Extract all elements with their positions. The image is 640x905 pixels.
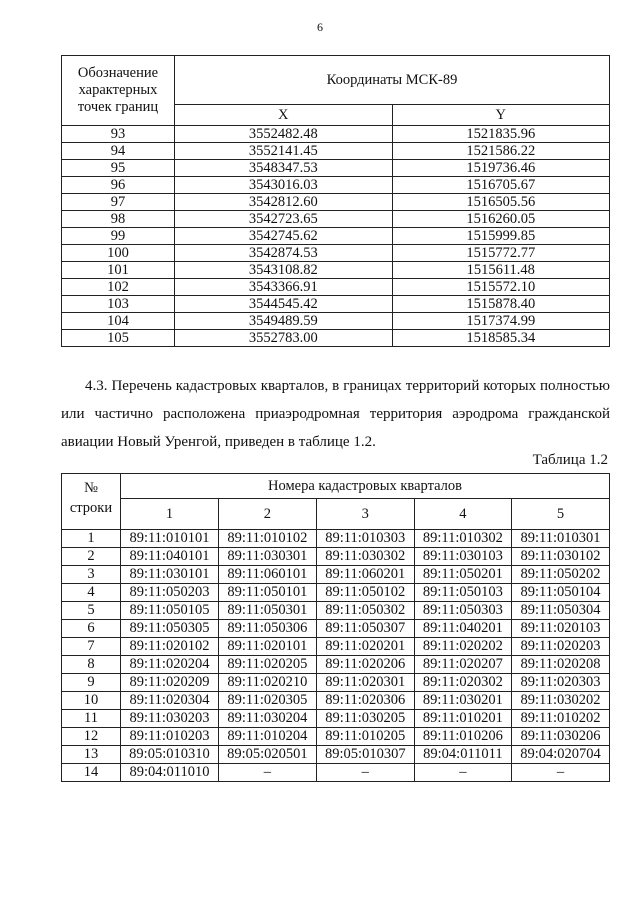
row-number-cell: 1 bbox=[62, 530, 121, 548]
y-cell: 1515878.40 bbox=[392, 296, 610, 313]
quarter-cell: 89:11:040101 bbox=[121, 548, 219, 566]
x-cell: 3544545.42 bbox=[175, 296, 393, 313]
quarter-cell: 89:11:030301 bbox=[218, 548, 316, 566]
row-number-cell: 3 bbox=[62, 566, 121, 584]
coords-col-x: X bbox=[175, 105, 393, 126]
quarter-cell: 89:05:010310 bbox=[121, 746, 219, 764]
kv-row bbox=[62, 548, 610, 566]
quarter-cell: 89:11:040201 bbox=[414, 620, 511, 638]
quarter-cell: 89:11:060201 bbox=[316, 566, 414, 584]
point-cell: 105 bbox=[62, 330, 175, 347]
y-cell: 1515572.10 bbox=[392, 279, 610, 296]
kv-row bbox=[62, 530, 610, 548]
point-cell: 95 bbox=[62, 160, 175, 177]
kv-col-header: 5 bbox=[512, 499, 610, 530]
coords-row bbox=[62, 262, 610, 279]
kv-row bbox=[62, 728, 610, 746]
quarter-cell: 89:11:030102 bbox=[512, 548, 610, 566]
x-cell: 3543366.91 bbox=[175, 279, 393, 296]
kv-col-header: 2 bbox=[218, 499, 316, 530]
x-cell: 3549489.59 bbox=[175, 313, 393, 330]
quarter-cell: 89:11:010201 bbox=[414, 710, 511, 728]
y-cell: 1521835.96 bbox=[392, 126, 610, 143]
coords-row bbox=[62, 296, 610, 313]
kv-subheader-row bbox=[62, 499, 610, 530]
point-cell: 102 bbox=[62, 279, 175, 296]
quarter-cell: 89:11:030206 bbox=[512, 728, 610, 746]
y-cell: 1517374.99 bbox=[392, 313, 610, 330]
kv-row bbox=[62, 638, 610, 656]
quarter-cell: 89:11:010102 bbox=[218, 530, 316, 548]
coords-group-header: Координаты МСК-89 bbox=[175, 56, 610, 105]
y-cell: 1519736.46 bbox=[392, 160, 610, 177]
coords-row bbox=[62, 313, 610, 330]
kv-col-num: № строки bbox=[62, 474, 121, 530]
quarter-cell: 89:11:050302 bbox=[316, 602, 414, 620]
kv-col-header: 4 bbox=[414, 499, 511, 530]
quarter-cell: – bbox=[316, 764, 414, 782]
row-number-cell: 11 bbox=[62, 710, 121, 728]
coords-row bbox=[62, 245, 610, 262]
quarter-cell: 89:11:020101 bbox=[218, 638, 316, 656]
coords-row bbox=[62, 279, 610, 296]
quarter-cell: 89:11:010203 bbox=[121, 728, 219, 746]
x-cell: 3552141.45 bbox=[175, 143, 393, 160]
y-cell: 1515999.85 bbox=[392, 228, 610, 245]
coords-row bbox=[62, 143, 610, 160]
row-number-cell: 9 bbox=[62, 674, 121, 692]
quarter-cell: 89:11:030202 bbox=[512, 692, 610, 710]
x-cell: 3552482.48 bbox=[175, 126, 393, 143]
row-number-cell: 12 bbox=[62, 728, 121, 746]
quarter-cell: 89:11:050307 bbox=[316, 620, 414, 638]
quarter-cell: 89:11:010204 bbox=[218, 728, 316, 746]
quarter-cell: 89:11:030103 bbox=[414, 548, 511, 566]
paragraph-4-3 bbox=[61, 372, 610, 456]
quarter-cell: 89:11:050305 bbox=[121, 620, 219, 638]
quarter-cell: 89:11:020303 bbox=[512, 674, 610, 692]
quarter-cell: 89:05:010307 bbox=[316, 746, 414, 764]
x-cell: 3543016.03 bbox=[175, 177, 393, 194]
kv-row bbox=[62, 602, 610, 620]
quarter-cell: 89:11:020210 bbox=[218, 674, 316, 692]
coords-row bbox=[62, 194, 610, 211]
coords-row bbox=[62, 330, 610, 347]
quarter-cell: 89:11:050202 bbox=[512, 566, 610, 584]
quarter-cell: 89:11:020203 bbox=[512, 638, 610, 656]
paragraph-text: 4.3. Перечень кадастровых кварталов, в границах территорий которых полностью или частично расположена приаэродромная территория аэродрома гражданской авиации Новый Уренгой, приведен в таблице 1.2. bbox=[61, 378, 610, 450]
quarter-cell: 89:11:020205 bbox=[218, 656, 316, 674]
x-cell: 3548347.53 bbox=[175, 160, 393, 177]
quarter-cell: 89:11:030205 bbox=[316, 710, 414, 728]
y-cell: 1518585.34 bbox=[392, 330, 610, 347]
quarter-cell: 89:11:050102 bbox=[316, 584, 414, 602]
quarter-cell: 89:11:020103 bbox=[512, 620, 610, 638]
y-cell: 1516705.67 bbox=[392, 177, 610, 194]
quarter-cell: 89:11:010205 bbox=[316, 728, 414, 746]
kv-row bbox=[62, 656, 610, 674]
quarter-cell: 89:11:020209 bbox=[121, 674, 219, 692]
quarter-cell: 89:11:050303 bbox=[414, 602, 511, 620]
row-number-cell: 7 bbox=[62, 638, 121, 656]
quarter-cell: 89:11:020204 bbox=[121, 656, 219, 674]
quarter-cell: 89:11:020102 bbox=[121, 638, 219, 656]
quarter-cell: 89:11:050203 bbox=[121, 584, 219, 602]
row-number-cell: 5 bbox=[62, 602, 121, 620]
kv-row bbox=[62, 584, 610, 602]
kv-header-row bbox=[62, 474, 610, 499]
point-cell: 94 bbox=[62, 143, 175, 160]
quarter-cell: – bbox=[512, 764, 610, 782]
coords-col-y: Y bbox=[392, 105, 610, 126]
quarter-cell: 89:11:020207 bbox=[414, 656, 511, 674]
x-cell: 3542874.53 bbox=[175, 245, 393, 262]
quarter-cell: 89:11:030101 bbox=[121, 566, 219, 584]
quarter-cell: 89:11:050201 bbox=[414, 566, 511, 584]
row-number-cell: 10 bbox=[62, 692, 121, 710]
row-number-cell: 6 bbox=[62, 620, 121, 638]
coords-row bbox=[62, 211, 610, 228]
point-cell: 104 bbox=[62, 313, 175, 330]
row-number-cell: 8 bbox=[62, 656, 121, 674]
quarter-cell: 89:04:011011 bbox=[414, 746, 511, 764]
quarter-cell: 89:11:020304 bbox=[121, 692, 219, 710]
quarter-cell: 89:11:030203 bbox=[121, 710, 219, 728]
x-cell: 3542723.65 bbox=[175, 211, 393, 228]
quarter-cell: 89:11:050101 bbox=[218, 584, 316, 602]
coords-row bbox=[62, 160, 610, 177]
page-number: 6 bbox=[317, 20, 323, 34]
quarter-cell: 89:11:030204 bbox=[218, 710, 316, 728]
quarter-cell: 89:11:020305 bbox=[218, 692, 316, 710]
quarter-cell: 89:11:020306 bbox=[316, 692, 414, 710]
point-cell: 96 bbox=[62, 177, 175, 194]
point-cell: 103 bbox=[62, 296, 175, 313]
quarter-cell: 89:11:010206 bbox=[414, 728, 511, 746]
y-cell: 1516505.56 bbox=[392, 194, 610, 211]
quarter-cell: 89:11:020206 bbox=[316, 656, 414, 674]
quarter-cell: 89:11:010202 bbox=[512, 710, 610, 728]
kv-row bbox=[62, 710, 610, 728]
quarter-cell: 89:11:050301 bbox=[218, 602, 316, 620]
quarter-cell: 89:11:010301 bbox=[512, 530, 610, 548]
quarter-cell: 89:11:030201 bbox=[414, 692, 511, 710]
kv-row bbox=[62, 692, 610, 710]
quarter-cell: – bbox=[218, 764, 316, 782]
quarter-cell: 89:11:020302 bbox=[414, 674, 511, 692]
cadastral-quarters-table bbox=[61, 473, 610, 782]
quarter-cell: 89:11:020301 bbox=[316, 674, 414, 692]
x-cell: 3542812.60 bbox=[175, 194, 393, 211]
point-cell: 98 bbox=[62, 211, 175, 228]
coords-row bbox=[62, 177, 610, 194]
point-cell: 101 bbox=[62, 262, 175, 279]
y-cell: 1515772.77 bbox=[392, 245, 610, 262]
row-number-cell: 14 bbox=[62, 764, 121, 782]
kv-col-header: 1 bbox=[121, 499, 219, 530]
quarter-cell: 89:11:050104 bbox=[512, 584, 610, 602]
x-cell: 3542745.62 bbox=[175, 228, 393, 245]
row-number-cell: 4 bbox=[62, 584, 121, 602]
quarter-cell: 89:11:060101 bbox=[218, 566, 316, 584]
quarter-cell: 89:11:050103 bbox=[414, 584, 511, 602]
quarter-cell: 89:11:020208 bbox=[512, 656, 610, 674]
kv-row bbox=[62, 566, 610, 584]
kv-row bbox=[62, 674, 610, 692]
y-cell: 1521586.22 bbox=[392, 143, 610, 160]
coords-row bbox=[62, 228, 610, 245]
quarter-cell: – bbox=[414, 764, 511, 782]
coordinates-table bbox=[61, 55, 610, 347]
kv-row bbox=[62, 764, 610, 782]
quarter-cell: 89:11:010101 bbox=[121, 530, 219, 548]
kv-row bbox=[62, 620, 610, 638]
quarter-cell: 89:11:020202 bbox=[414, 638, 511, 656]
coords-header-row bbox=[62, 56, 610, 105]
quarter-cell: 89:11:030302 bbox=[316, 548, 414, 566]
kv-col-header: 3 bbox=[316, 499, 414, 530]
kv-row bbox=[62, 746, 610, 764]
coords-row bbox=[62, 126, 610, 143]
quarter-cell: 89:11:010302 bbox=[414, 530, 511, 548]
quarter-cell: 89:04:020704 bbox=[512, 746, 610, 764]
point-cell: 93 bbox=[62, 126, 175, 143]
x-cell: 3552783.00 bbox=[175, 330, 393, 347]
y-cell: 1515611.48 bbox=[392, 262, 610, 279]
quarter-cell: 89:11:050304 bbox=[512, 602, 610, 620]
point-cell: 99 bbox=[62, 228, 175, 245]
quarter-cell: 89:11:010303 bbox=[316, 530, 414, 548]
point-cell: 97 bbox=[62, 194, 175, 211]
x-cell: 3543108.82 bbox=[175, 262, 393, 279]
table-caption: Таблица 1.2 bbox=[532, 452, 608, 468]
quarter-cell: 89:11:050306 bbox=[218, 620, 316, 638]
coords-col-label: Обозначение характерных точек границ bbox=[62, 56, 175, 126]
quarter-cell: 89:04:011010 bbox=[121, 764, 219, 782]
quarter-cell: 89:05:020501 bbox=[218, 746, 316, 764]
quarter-cell: 89:11:020201 bbox=[316, 638, 414, 656]
row-number-cell: 2 bbox=[62, 548, 121, 566]
row-number-cell: 13 bbox=[62, 746, 121, 764]
quarter-cell: 89:11:050105 bbox=[121, 602, 219, 620]
kv-group-header: Номера кадастровых кварталов bbox=[121, 474, 610, 499]
y-cell: 1516260.05 bbox=[392, 211, 610, 228]
point-cell: 100 bbox=[62, 245, 175, 262]
